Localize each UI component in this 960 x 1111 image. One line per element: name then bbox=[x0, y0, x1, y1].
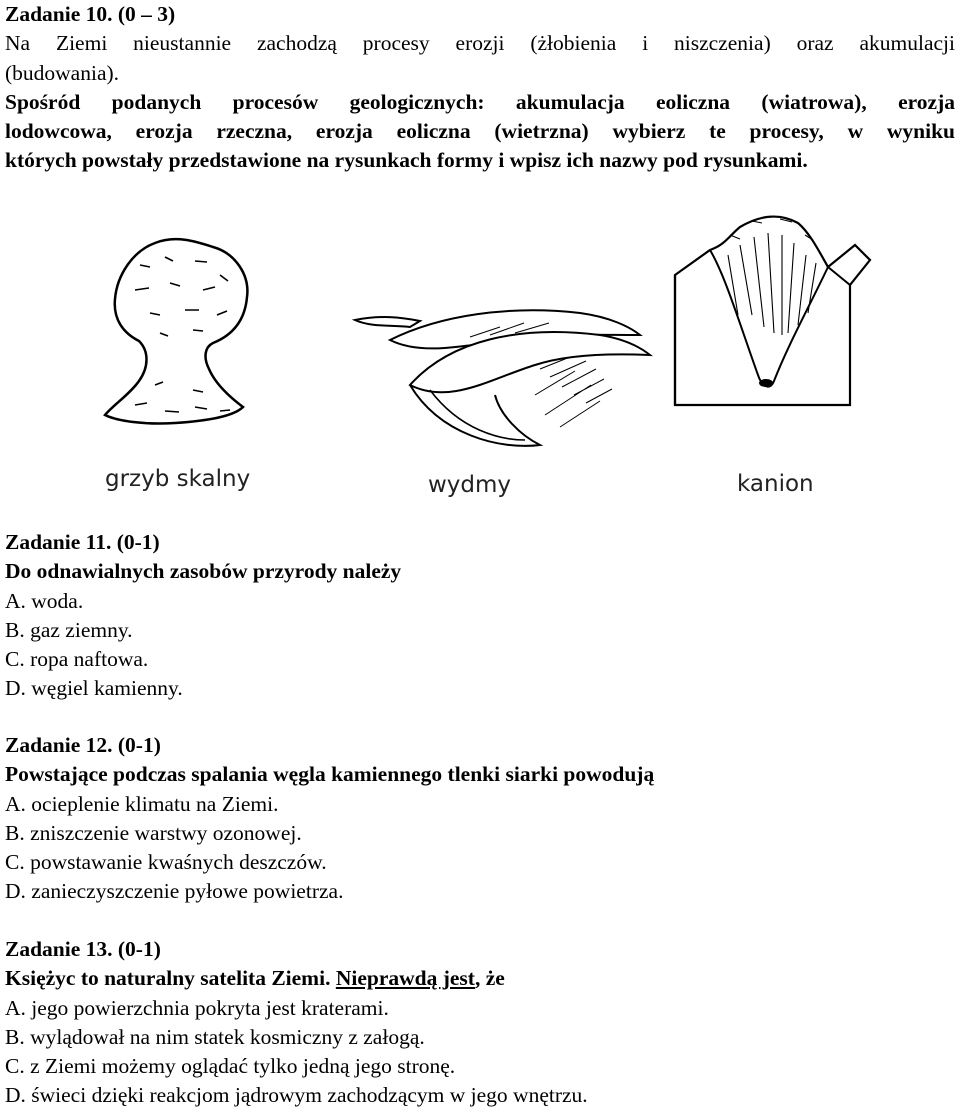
task11-block bbox=[5, 528, 401, 704]
canyon-icon bbox=[670, 205, 890, 425]
task12-question: Powstające podczas spalania węgla kamiennego tlenki siarki powodują bbox=[5, 762, 655, 787]
task12-option-d: D. zanieczyszczenie pyłowe powietrza. bbox=[5, 879, 344, 904]
caption-mushroom-rock: grzyb skalny bbox=[105, 466, 251, 492]
task13-question-end: , że bbox=[474, 966, 505, 991]
task13-heading: Zadanie 13. (0-1) bbox=[5, 937, 161, 961]
task11-option-c: C. ropa naftowa. bbox=[5, 647, 149, 672]
task11-heading: Zadanie 11. (0-1) bbox=[5, 530, 160, 554]
task11-option-a: A. woda. bbox=[5, 588, 84, 613]
task10-intro-line2: (budowania). bbox=[5, 60, 120, 85]
task12-option-a: A. ocieplenie klimatu na Ziemi. bbox=[5, 791, 279, 816]
mushroom-rock-icon bbox=[95, 235, 270, 435]
task10-heading: Zadanie 10. (0 – 3) bbox=[5, 2, 176, 26]
task10-prompt-line3: których powstały przedstawione na rysunkach formy i wpisz ich nazwy pod rysunkami. bbox=[5, 148, 808, 173]
task13-option-d: D. świeci dzięki reakcjom jądrowym zachodzącym w jego wnętrzu. bbox=[5, 1083, 588, 1108]
caption-canyon: kanion bbox=[737, 471, 814, 497]
task12-heading: Zadanie 12. (0-1) bbox=[5, 733, 161, 757]
task13-question bbox=[5, 964, 588, 993]
task13-option-a: A. jego powierzchnia pokryta jest kraterami. bbox=[5, 995, 389, 1020]
task13-option-b: B. wylądował na nim statek kosmiczny z załogą. bbox=[5, 1024, 425, 1049]
task13-option-c: C. z Ziemi możemy oglądać tylko jedną jego stronę. bbox=[5, 1054, 456, 1079]
task10-prompt-line2: lodowcowa, erozja rzeczna, erozja eoliczna (wietrzna) wybierz te procesy, w wyniku bbox=[5, 119, 955, 144]
task11-option-d: D. węgiel kamienny. bbox=[5, 676, 183, 701]
task10-figures bbox=[0, 195, 960, 515]
task12-option-b: B. zniszczenie warstwy ozonowej. bbox=[5, 820, 302, 845]
task10-block bbox=[5, 0, 955, 176]
task10-prompt-line1: Spośród podanych procesów geologicznych: akumulacja eoliczna (wiatrowa), erozja bbox=[5, 89, 955, 114]
task13-block bbox=[5, 935, 588, 1111]
dunes-icon bbox=[350, 295, 670, 455]
task13-question-emphasis: Nieprawdą jest bbox=[335, 966, 475, 991]
task12-option-c: C. powstawanie kwaśnych deszczów. bbox=[5, 850, 327, 875]
task11-question: Do odnawialnych zasobów przyrody należy bbox=[5, 559, 402, 584]
task11-option-b: B. gaz ziemny. bbox=[5, 617, 133, 642]
caption-dunes: wydmy bbox=[428, 472, 512, 498]
task13-question-start: Księżyc to naturalny satelita Ziemi. bbox=[5, 966, 331, 991]
task12-block bbox=[5, 731, 654, 907]
task10-intro-line1: Na Ziemi nieustannie zachodzą procesy erozji (żłobienia i niszczenia) oraz akumulacji bbox=[5, 31, 955, 56]
